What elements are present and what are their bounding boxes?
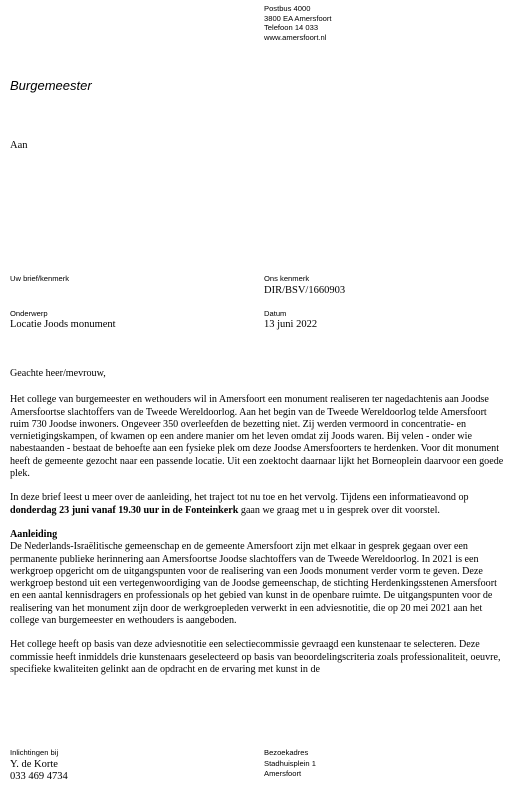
address-line: Postbus 4000 [264, 4, 311, 13]
inlichtingen-label: Inlichtingen bij [10, 748, 59, 757]
datum-label: Datum [264, 309, 287, 318]
onderwerp-label: Onderwerp [10, 309, 48, 318]
datum-value: 13 juni 2022 [264, 319, 318, 330]
onderwerp-value: Locatie Joods monument [10, 319, 116, 330]
bezoek-line: Stadhuisplein 1 [264, 759, 316, 768]
contact-phone: 033 469 4734 [10, 771, 68, 782]
paragraph [10, 492, 506, 517]
bezoek-line: Amersfoort [264, 769, 302, 778]
letter-body [10, 368, 506, 688]
address-line: Telefoon 14 033 [264, 23, 319, 33]
event-highlight: donderdag 23 juni vanaf 19.30 uur in de Fonteinkerk [10, 504, 239, 516]
address-line: 3800 EA Amersfoort [264, 13, 332, 23]
sender-title: Burgemeester [10, 78, 92, 93]
address-website: www.amersfoort.nl [264, 32, 327, 42]
salutation: Geachte heer/mevrouw, [10, 368, 106, 379]
paragraph-text: In deze brief leest u meer over de aanleiding, het traject tot nu toe en het vervolg. Tijdens een informatieavond op [10, 492, 469, 504]
paragraph: Het college van burgemeester en wethouders wil in Amersfoort een monument realiseren ter nagedachtenis aan Joodse Amersfoortse slachtoffers van de Tweede Wereldoorlog. Aan het begin van de Tweede Wereldoorlog telde Amersfoort ruim 730 Joodse inwoners. Ongeveer 350 overleefden de bezetting niet. Zij werden vermoord in concentratie- en vernietigingskampen, of kwamen op een andere manier om het leven omdat zij Joods waren. Bij velen - onder wie nabestaanden - bestaat de behoefte aan een fysieke plek om deze Joodse Amersfoorters te herdenken. Voor dit monument heeft de gemeente gezocht naar een passende locatie. Uit een zoektocht daarnaar lijkt het Borneoplein daarvoor een goede plek. [10, 394, 504, 480]
paragraph: De Nederlands-Israëlitische gemeenschap en de gemeente Amersfoort zijn met elkaar in gesprek gegaan over een permanente publieke herinnering aan Amersfoortse Joodse slachtoffers van de Tweede Wereldoorlog. In 2021 is een werkgroep opgericht om de uitgangspunten voor de realisering van een Joods monument verder vorm te geven. Deze werkgroep bestond uit een vertegenwoordiging van de Joodse gemeenschap, de stichting Herdenkingsstenen Amersfoort en een aantal kennisdragers en professionals op het gebied van kunst in de openbare ruimte. De uitgangspunten voor de realisering van het monument zijn door de werkgroepleden verwerkt in een adviesnotitie, die op 20 mei 2021 aan het college van burgemeester en wethouders is aangeboden. [10, 541, 497, 627]
section-heading: Aanleiding [10, 528, 58, 540]
ons-kenmerk-value: DIR/BSV/1660903 [264, 285, 346, 296]
contact-name: Y. de Korte [10, 759, 58, 770]
sender-address [264, 4, 332, 42]
recipient-label: Aan [10, 140, 28, 151]
paragraph: Het college heeft op basis van deze adviesnotitie een selectiecommissie gevraagd een kunstenaar te selecteren. Deze commissie heeft inmiddels drie kunstenaars geselecteerd op basis van beoordelingscriteria zoals professionaliteit, oeuvre, specifieke kwaliteiten gelinkt aan de opdracht en de ervaring met kunst in de [10, 639, 501, 675]
bezoekadres-label: Bezoekadres [264, 748, 309, 757]
uw-brief-label: Uw brief/kenmerk [10, 274, 70, 283]
paragraph-text: gaan we graag met u in gesprek over dit voorstel. [238, 504, 440, 516]
ons-kenmerk-label: Ons kenmerk [264, 274, 310, 283]
